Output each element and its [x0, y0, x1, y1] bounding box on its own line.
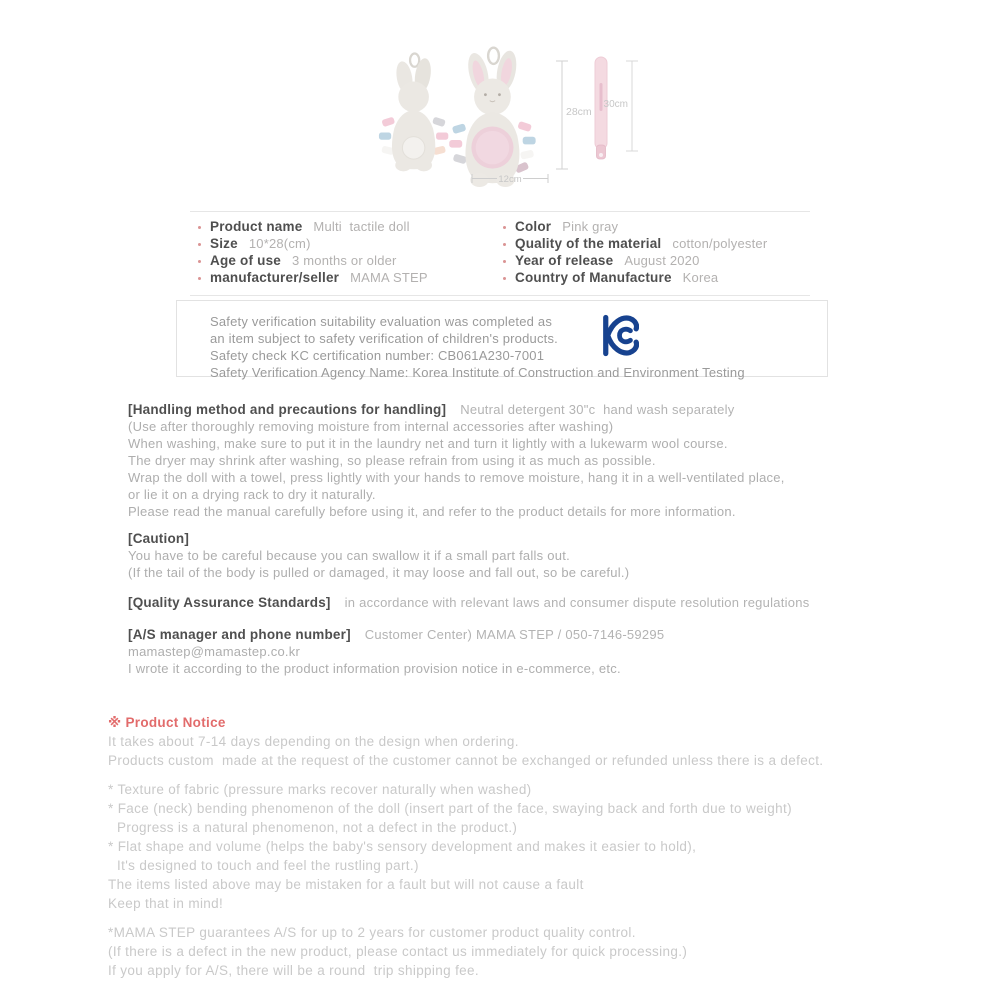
spec-value: 3 months or older [292, 253, 397, 268]
spec-label: Year of release [515, 253, 614, 268]
bullet-icon [503, 277, 506, 280]
bullet-icon [198, 243, 201, 246]
section-title-suffix: Neutral detergent 30"c hand wash separately [460, 402, 735, 417]
notice-items [108, 780, 958, 913]
section-title: [Handling method and precautions for handling] [128, 402, 447, 417]
bullet-icon [503, 226, 506, 229]
notice-line: It's designed to touch and feel the rustling part.) [117, 858, 419, 873]
section-title-suffix: Customer Center) MAMA STEP / 050-7146-59295 [364, 627, 665, 642]
section-title-suffix: in accordance with relevant laws and consumer dispute resolution regulations [344, 595, 810, 610]
spec-label: manufacturer/seller [210, 270, 340, 285]
spec-value: cotton/polyester [672, 236, 768, 251]
section-line: When washing, make sure to put it in the laundry net and turn it lightly with a lukewarm wool course. [128, 436, 728, 451]
safety-line: Safety check KC certification number: CB061A230-7001 [210, 348, 545, 363]
section-line: (If the tail of the body is pulled or damaged, it may loose and fall out, so be careful.) [128, 565, 630, 580]
notice-line: Keep that in mind! [108, 896, 224, 911]
spec-label: Country of Manufacture [515, 270, 672, 285]
spec-label: Size [210, 236, 238, 251]
spec-label: Age of use [210, 253, 282, 268]
notice-line: *MAMA STEP guarantees A/S for up to 2 years for customer product quality control. [108, 925, 636, 940]
section-line: I wrote it according to the product information provision notice in e-commerce, etc. [128, 661, 621, 676]
spec-row-size [190, 236, 495, 252]
safety-line: an item subject to safety verification of children's products. [210, 331, 558, 346]
spec-value: Korea [682, 270, 719, 285]
notice-line: * Flat shape and volume (helps the baby's sensory development and makes it easier to hold), [108, 839, 697, 854]
spec-row-age [190, 253, 495, 269]
safety-certification-box [176, 300, 828, 380]
notice-footer [108, 923, 958, 980]
section-line: You have to be careful because you can swallow it if a small part falls out. [128, 548, 570, 563]
strap-length-label: 30cm [603, 99, 628, 110]
spec-value: Pink gray [562, 219, 619, 234]
notice-line: It takes about 7-14 days depending on the design when ordering. [108, 734, 519, 749]
doll-height-label: 28cm [566, 106, 592, 118]
notice-line: * Texture of fabric (pressure marks recover naturally when washed) [108, 782, 532, 797]
spec-table [190, 211, 810, 296]
section-title: [A/S manager and phone number] [128, 627, 351, 642]
section-line: or lie it on a drying rack to dry it naturally. [128, 487, 376, 502]
notice-line: * Face (neck) bending phenomenon of the doll (insert part of the face, swaying back and forth due to weight) [108, 801, 792, 816]
doll-front-image [449, 48, 535, 187]
kc-certification-icon [601, 312, 639, 359]
notice-line: (If there is a defect in the new product, please contact us immediately for quick processing.) [108, 944, 688, 959]
section-title: [Quality Assurance Standards] [128, 595, 331, 610]
notice-line: The items listed above may be mistaken for a fault but will not cause a fault [108, 877, 584, 892]
section-line: The dryer may shrink after washing, so please refrain from using it as much as possible. [128, 453, 656, 468]
spec-column-right [495, 219, 810, 287]
spec-label: Color [515, 219, 552, 234]
spec-row-release [495, 253, 810, 269]
section-title: [Caution] [128, 531, 190, 546]
spec-row-manufacturer [190, 270, 495, 286]
doll-back-image [379, 54, 448, 172]
spec-label: Product name [210, 219, 303, 234]
safety-line: Safety Verification Agency Name: Korea Institute of Construction and Environment Testing [210, 365, 745, 380]
notice-line: If you apply for A/S, there will be a round trip shipping fee. [108, 963, 479, 978]
product-notice [108, 713, 958, 980]
spec-value: 10*28(cm) [248, 236, 311, 251]
doll-width-label: 12cm [498, 174, 522, 185]
spec-row-product-name [190, 219, 495, 235]
section-line: Wrap the doll with a towel, press lightly with your hands to remove moisture, hang it in a well-ventilated place, [128, 470, 785, 485]
section-caution [128, 530, 948, 581]
notice-line: Progress is a natural phenomenon, not a defect in the product.) [117, 820, 518, 835]
bullet-icon [503, 260, 506, 263]
spec-column-left [190, 219, 495, 287]
spec-value: August 2020 [624, 253, 700, 268]
spec-value: Multi tactile doll [313, 219, 410, 234]
section-handling [128, 401, 948, 520]
as-email: mamastep@mamastep.co.kr [128, 644, 301, 659]
bullet-icon [198, 277, 201, 280]
bullet-icon [503, 243, 506, 246]
bullet-icon [198, 260, 201, 263]
spec-row-material [495, 236, 810, 252]
safety-line: Safety verification suitability evaluation was completed as [210, 314, 553, 329]
product-illustration [370, 45, 670, 195]
section-as-manager [128, 626, 948, 677]
section-line: (Use after thoroughly removing moisture from internal accessories after washing) [128, 419, 614, 434]
section-line: Please read the manual carefully before using it, and refer to the product details for more information. [128, 504, 736, 519]
notice-title: ※ Product Notice [108, 715, 226, 730]
spec-row-color [495, 219, 810, 235]
spec-label: Quality of the material [515, 236, 662, 251]
spec-row-country [495, 270, 810, 286]
bullet-icon [198, 226, 201, 229]
spec-value: MAMA STEP [350, 270, 428, 285]
section-quality-assurance [128, 594, 948, 611]
notice-line: Products custom made at the request of the customer cannot be exchanged or refunded unless there is a defect. [108, 753, 824, 768]
